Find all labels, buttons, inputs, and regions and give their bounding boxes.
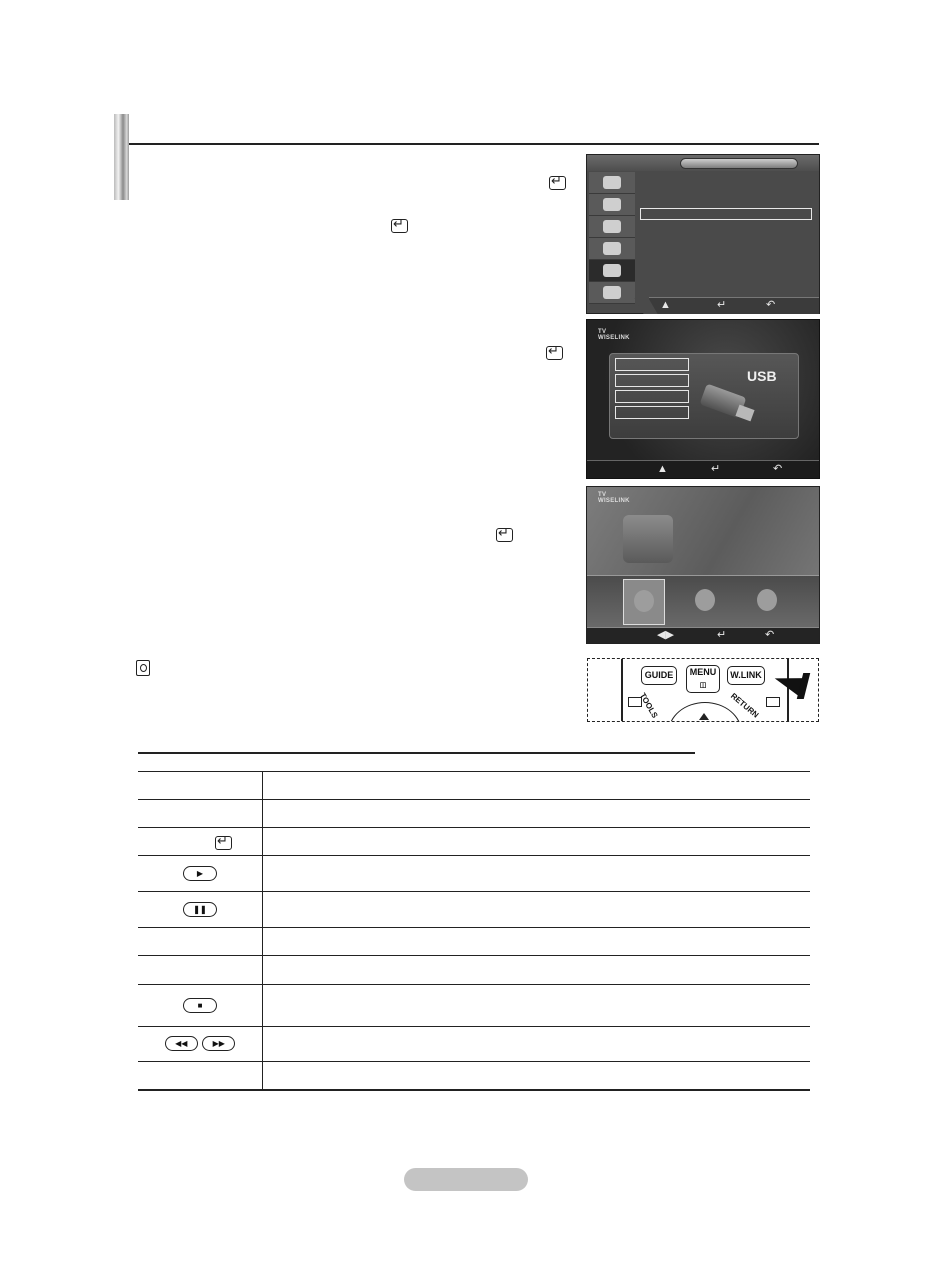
photo-item[interactable]: [623, 579, 665, 625]
table-row: [138, 828, 810, 856]
return-icon: ↶: [773, 463, 783, 475]
up-down-icon: ▲: [660, 299, 671, 311]
play-icon: ▶: [183, 866, 217, 881]
remote-control-illustration: [587, 658, 819, 722]
usb-label: USB: [747, 368, 777, 384]
menu-help-bar: [649, 297, 819, 314]
tv-menu-screenshot: [586, 154, 820, 314]
setup-menu-icon[interactable]: [589, 238, 635, 260]
return-icon: ↶: [765, 629, 775, 641]
channel-menu-icon[interactable]: [589, 216, 635, 238]
pause-icon: ❚❚: [183, 902, 217, 917]
table-row: [138, 956, 810, 985]
return-button[interactable]: RETURN: [729, 691, 761, 720]
enter-icon: [496, 528, 513, 542]
table-row: [138, 892, 810, 928]
table-row: [138, 800, 810, 828]
table-title-rule: [138, 752, 695, 754]
up-down-icon: ▲: [657, 463, 668, 475]
menu-highlight-row[interactable]: [640, 208, 812, 220]
section-heading-rule: [129, 143, 819, 145]
enter-icon: ↵: [717, 299, 727, 311]
left-right-icon: ◀▶: [657, 629, 674, 641]
input-menu-icon[interactable]: [589, 260, 635, 282]
picture-menu-icon[interactable]: [589, 172, 635, 194]
device-option[interactable]: [615, 390, 689, 403]
return-icon: ↶: [766, 299, 776, 311]
stop-icon: ■: [183, 998, 217, 1013]
wiselink-help-bar: [587, 460, 819, 479]
menu-icon-column: [589, 172, 635, 303]
enter-icon: [549, 176, 566, 190]
wiselink-logo: TV WISELINK: [598, 492, 630, 504]
table-row: [138, 928, 810, 956]
guide-button[interactable]: GUIDE: [641, 666, 677, 685]
media-help-bar: [587, 627, 819, 644]
table-row: [138, 985, 810, 1027]
table-row: [138, 856, 810, 892]
table-row: [138, 772, 810, 800]
menu-button[interactable]: MENU ◫: [686, 665, 720, 693]
enter-icon: [546, 346, 563, 360]
tools-button[interactable]: TOOLS: [637, 691, 660, 720]
enter-icon: [391, 219, 408, 233]
table-row: [138, 1062, 810, 1090]
subtitle-icon: [766, 697, 780, 707]
menu-title-pill: [680, 158, 798, 169]
enter-icon: ↵: [711, 463, 721, 475]
device-option[interactable]: [615, 374, 689, 387]
fast-forward-icon: ▶▶: [202, 1036, 235, 1051]
enter-icon: [215, 836, 232, 850]
section-marker: [114, 114, 129, 200]
device-option[interactable]: [615, 358, 689, 371]
wiselink-media-screenshot: [586, 486, 820, 644]
wlink-button[interactable]: W.LINK: [727, 666, 765, 685]
rewind-icon: ◀◀: [165, 1036, 198, 1051]
page-number-badge: [404, 1168, 528, 1191]
up-arrow-icon[interactable]: [699, 713, 709, 720]
device-option[interactable]: [615, 406, 689, 419]
note-icon: [136, 660, 150, 676]
wiselink-usb-screenshot: [586, 319, 820, 479]
music-item[interactable]: [685, 579, 725, 623]
wiselink-logo: TV WISELINK: [598, 329, 630, 341]
application-menu-icon[interactable]: [589, 282, 635, 304]
sound-menu-icon[interactable]: [589, 194, 635, 216]
table-row: [138, 1027, 810, 1062]
photo-preview-icon: [623, 515, 673, 563]
enter-icon: ↵: [717, 629, 727, 641]
remote-key-table: [138, 771, 810, 1091]
setup-item[interactable]: [747, 579, 787, 623]
